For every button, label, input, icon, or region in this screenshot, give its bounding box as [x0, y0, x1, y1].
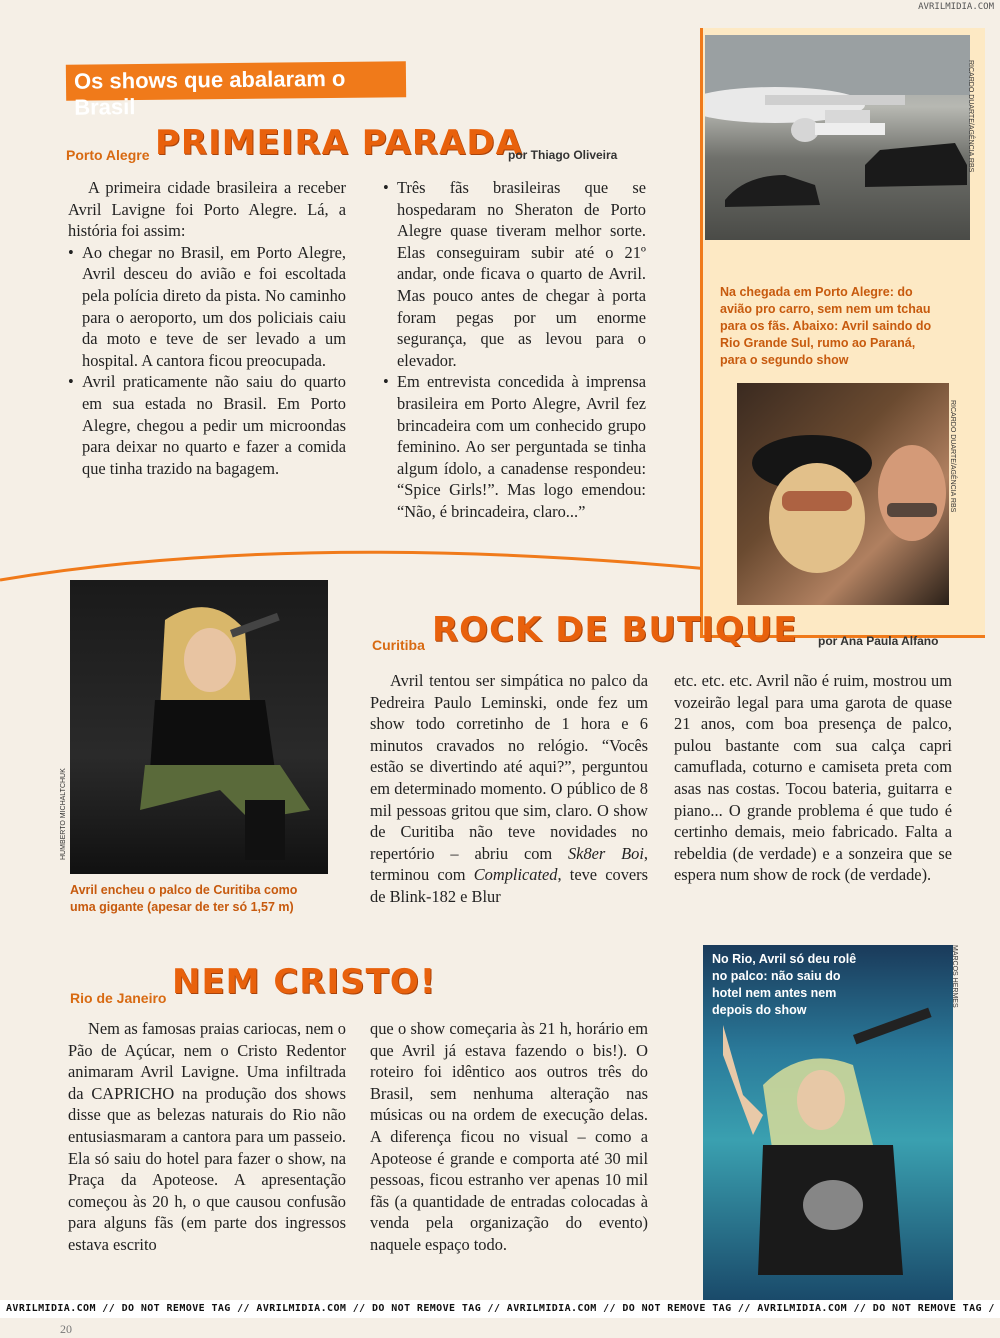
s3-column-1 — [68, 1018, 346, 1256]
s1-intro: A primeira cidade brasileira a receber Avril Lavigne foi Porto Alegre. Lá, a história foi assim: — [68, 178, 346, 241]
s2-column-2 — [674, 670, 952, 886]
s2-paragraph-2: etc. etc. etc. Avril não é ruim, mostrou um vozeirão legal para uma garota de quase 21 anos, com boa presença de palco, pulou bastante com sua calça capri camuflada, coturno e camiseta preta com asas nas costas. Tocou bateria, guitarra e piano... O grande problema é que tudo é certinho demais, meio fabricado. Falta a rebeldia (de verdade) e a sonzeira que se espera num show de rock (de verdade). — [674, 671, 952, 885]
s1-column-1 — [68, 177, 346, 479]
s1-city: Porto Alegre — [66, 147, 150, 163]
avril-leaving-photo — [737, 383, 949, 605]
airplane-photo — [705, 35, 970, 240]
s3-title: NEM CRISTO! — [172, 962, 437, 1002]
s3-city: Rio de Janeiro — [70, 990, 167, 1006]
section-header: Os shows que abalaram o Brasil — [66, 61, 406, 101]
panel-caption: Na chegada em Porto Alegre: do avião pro carro, sem nem um tchau para os fãs. Abaixo: Avril saindo do Rio Grande Sul, rumo ao Paraná, para o segundo show — [720, 285, 932, 367]
s1-byline: por Thiago Oliveira — [508, 148, 618, 162]
s3-paragraph-1: Nem as famosas praias cariocas, nem o Pão de Açúcar, nem o Cristo Redentor animaram Avril Lavigne. Uma infiltrada da CAPRICHO na produção dos shows disse que as belezas naturais do Rio não entusiasmaram a cantora para um passeio. Ela só saiu do hotel para fazer o show, na Praça da Apoteose. A apresentação começou às 20 h, o que causou confusão para alguns fãs (em parte dos ingressos estava escrito — [68, 1019, 346, 1254]
s1-bullet-4: • Em entrevista concedida à imprensa brasileira em Porto Alegre, Avril fez brincadeira com um conhecido grupo feminino. Ao ser perguntada se tinha algum ídolo, a canadense respondeu: “Spice Girls!”. Mas logo emendou: “Não, é brincadeira, claro...” — [383, 371, 646, 522]
s3-column-2 — [370, 1018, 648, 1256]
s2-text-b: , terminou com — [370, 843, 648, 885]
curitiba-concert-photo — [70, 580, 328, 874]
s2-caption: Avril encheu o palco de Curitiba como uma gigante (apesar de ter só 1,57 m) — [70, 883, 298, 914]
s2-photo-credit: HUMBERTO MICHALTCHUK — [60, 768, 67, 860]
s1-column-2 — [383, 177, 646, 523]
s2-song-2: Complicated — [473, 865, 558, 885]
s1-bullet-1: • Ao chegar no Brasil, em Porto Alegre, Avril desceu do avião e foi escoltada pela polícia direto da pista. No caminho para o aeroporto, um dos policiais caiu da moto e teve de ser levado a um hospital. A cantora ficou preocupada. — [68, 242, 346, 372]
s2-text-a: Avril tentou ser simpática no palco da Pedreira Paulo Leminski, onde fez um show todo corretinho de 1 hora e 6 minutos cravados no relógio. “Vocês estão se divertindo até aqui?”, perguntou em determinado momento. O público de 8 mil pessoas gritou que sim, claro. O show de Curitiba não teve novidades no repertório – abriu com — [370, 671, 648, 863]
s2-column-1 — [370, 670, 648, 908]
photo-credit-top: RICARDO DUARTE/AGÊNCIA RBS — [967, 60, 974, 173]
page-number: 20 — [60, 1322, 72, 1336]
s2-text-c: , teve covers de Blink-182 e Blur — [370, 865, 649, 906]
photo-credit-bottom: RICARDO DUARTE/AGÊNCIA RBS — [949, 400, 956, 513]
s2-byline: por Ana Paula Alfano — [818, 634, 939, 648]
s2-paragraph-1 — [370, 670, 648, 908]
watermark-top: AVRILMIDIA.COM — [918, 2, 994, 12]
s1-title: PRIMEIRA PARADA — [155, 123, 523, 163]
s3-photo-credit: MARCOS HERMES — [951, 945, 958, 1008]
s1-bullet-3: • Três fãs brasileiras que se hospedaram no Sheraton de Porto Alegre quase tiveram melhor sorte. Elas conseguiram subir até o 21º andar, onde ficava o quarto de Avril. Mas pouco antes de chegar à porta foram pegas por um enorme segurança, que as levou para o elevador. — [383, 177, 646, 371]
s3-paragraph-2: que o show começaria às 21 h, horário em que Avril já estava fazendo o bis!). O roteiro foi idêntico aos outros três do Brasil, sem nenhuma alteração nas músicas ou na ordem de execução delas. A diferença ficou no visual – como a Apoteose é grande e comporta até 30 mil pessoas, ficou estranho ver apenas 10 mil fãs (a quantidade de entradas colocadas à venda pela organização do evento) naquele espaço todo. — [370, 1019, 648, 1254]
s2-song-1: Sk8er Boi — [567, 843, 644, 863]
s3-caption: No Rio, Avril só deu rolê no palco: não saiu do hotel nem antes nem depois do show — [712, 952, 857, 1017]
s2-city: Curitiba — [372, 637, 425, 653]
s1-bullet-2: • Avril praticamente não saiu do quarto em sua estada no Brasil. Em Porto Alegre, chegou a pedir um microondas para deixar no quarto e fazer a comida que tinha trazido na bagagem. — [68, 371, 346, 479]
footer-watermark: AVRILMIDIA.COM // DO NOT REMOVE TAG // AVRILMIDIA.COM // DO NOT REMOVE TAG // AVRILMIDIA.COM // DO NOT REMOVE TAG // AVRILMIDIA.COM // DO NOT REMOVE TAG / — [0, 1300, 1000, 1318]
s2-title: ROCK DE BUTIQUE — [432, 610, 798, 650]
